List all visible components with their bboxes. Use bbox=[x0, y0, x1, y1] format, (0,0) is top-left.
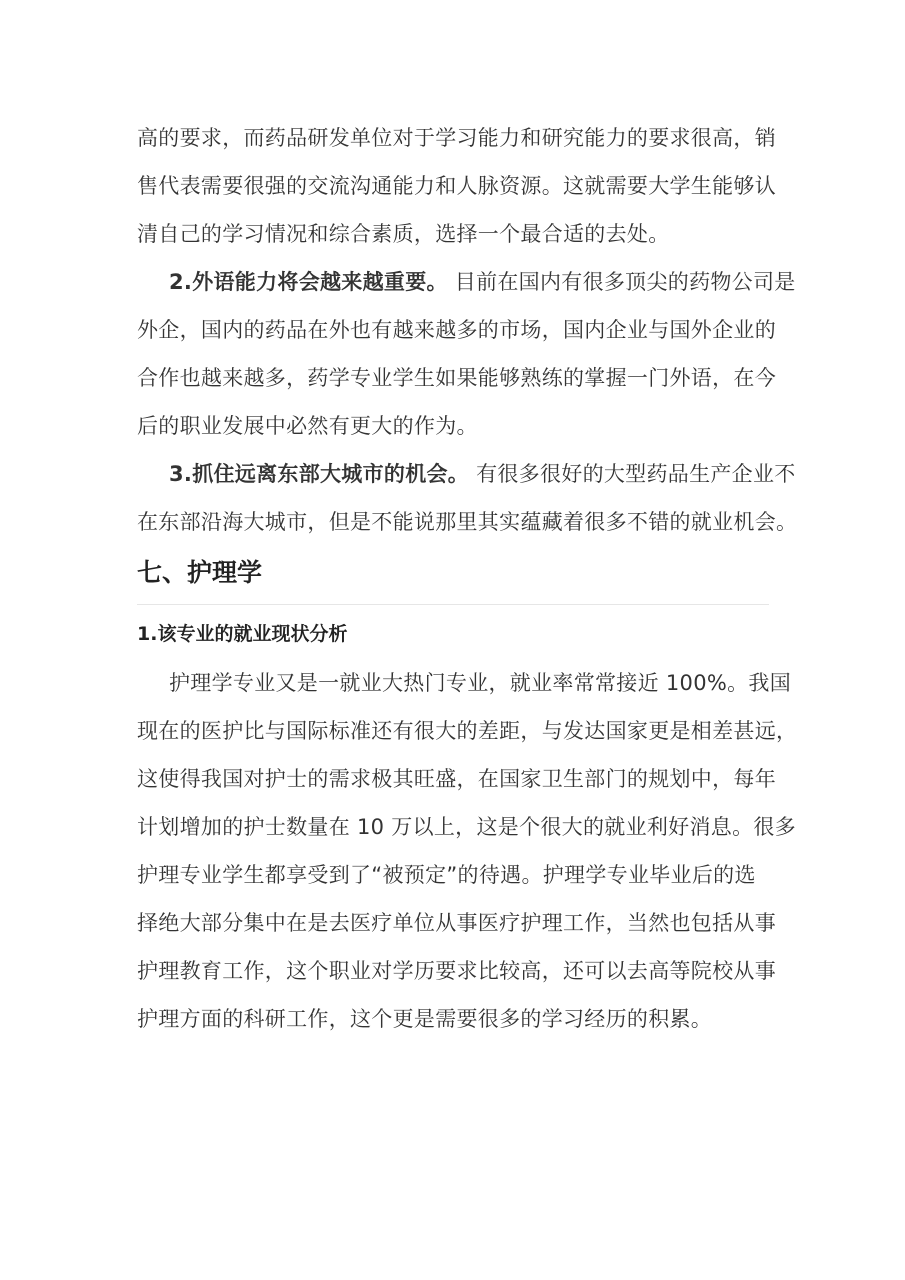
paragraph-line: 计划增加的护士数量在 10 万以上，这是个很大的就业利好消息。很多 bbox=[137, 815, 796, 839]
paragraph-line: 现在的医护比与国际标准还有很大的差距，与发达国家更是相差甚远， bbox=[137, 719, 798, 743]
paragraph-line: 择绝大部分集中在是去医疗单位从事医疗护理工作，当然也包括从事 bbox=[137, 911, 776, 935]
section-divider bbox=[137, 604, 769, 605]
paragraph-line: 合作也越来越多，药学专业学生如果能够熟练的掌握一门外语，在今 bbox=[137, 366, 776, 390]
paragraph-nursing bbox=[137, 659, 798, 1043]
point-first-line bbox=[137, 258, 796, 306]
point-text: 目前在国内有很多顶尖的药物公司是 bbox=[454, 270, 796, 294]
point-foreign-language bbox=[137, 258, 796, 450]
section-subtitle: 1.该专业的就业现状分析 bbox=[137, 623, 348, 645]
paragraph-line: 护理学专业又是一就业大热门专业，就业率常常接近 100%。我国 bbox=[169, 671, 792, 695]
paragraph-line: 在东部沿海大城市，但是不能说那里其实蕴藏着很多不错的就业机会。 bbox=[137, 510, 798, 534]
point-title: 3.抓住远离东部大城市的机会。 bbox=[169, 462, 470, 486]
paragraph-line: 后的职业发展中必然有更大的作为。 bbox=[137, 414, 478, 438]
paragraph-line: 外企，国内的药品在外也有越来越多的市场，国内企业与国外企业的 bbox=[137, 318, 776, 342]
paragraph-line: 高的要求，而药品研发单位对于学习能力和研究能力的要求很高，销 bbox=[137, 126, 776, 150]
paragraph-line: 护理专业学生都享受到了“被预定”的待遇。护理学专业毕业后的选 bbox=[137, 863, 756, 887]
point-regional-opportunity bbox=[137, 450, 798, 546]
paragraph-line: 护理方面的科研工作，这个更是需要很多的学习经历的积累。 bbox=[137, 1007, 713, 1031]
paragraph-line: 这使得我国对护士的需求极其旺盛，在国家卫生部门的规划中，每年 bbox=[137, 767, 776, 791]
point-first-line bbox=[137, 450, 796, 498]
paragraph-line: 售代表需要很强的交流沟通能力和人脉资源。这就需要大学生能够认 bbox=[137, 174, 776, 198]
paragraph-line: 护理教育工作，这个职业对学历要求比较高，还可以去高等院校从事 bbox=[137, 959, 776, 983]
paragraph-line: 清自己的学习情况和综合素质，选择一个最合适的去处。 bbox=[137, 222, 670, 246]
point-text: 有很多很好的大型药品生产企业不 bbox=[476, 462, 796, 486]
section-title: 七、护理学 bbox=[137, 558, 263, 587]
paragraph-requirements bbox=[137, 114, 776, 258]
point-title: 2.外语能力将会越来越重要。 bbox=[169, 270, 448, 294]
document-page bbox=[137, 114, 798, 1043]
